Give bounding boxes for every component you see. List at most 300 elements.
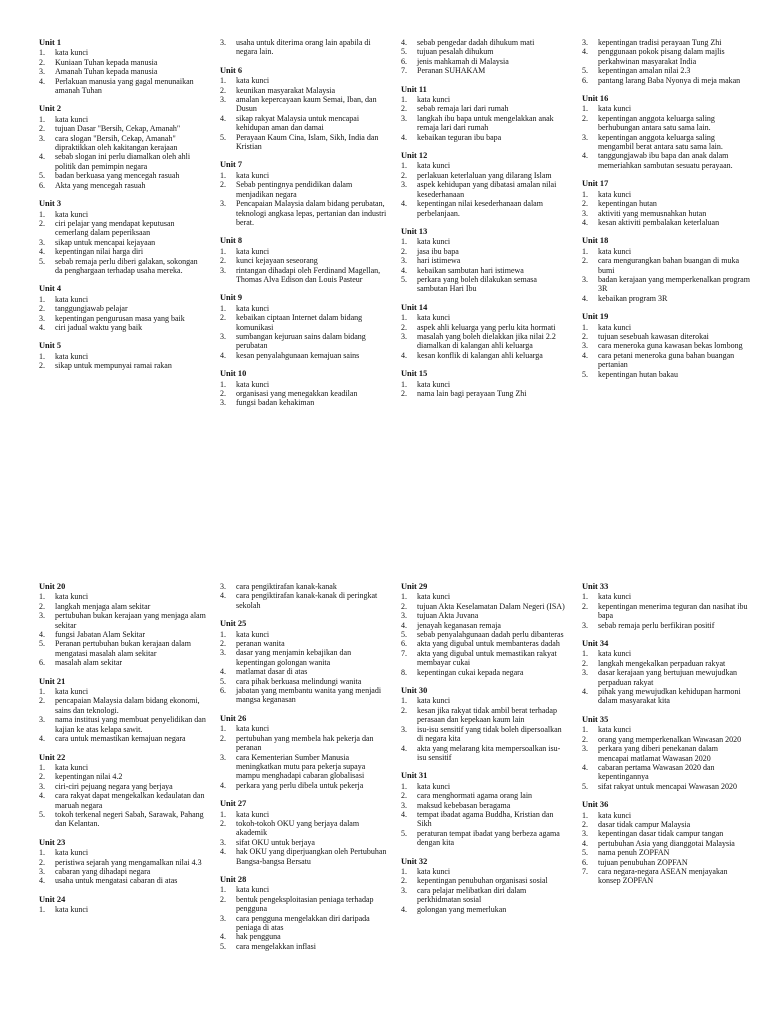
list-item <box>401 810 569 829</box>
list-item <box>401 639 569 648</box>
list-item <box>582 668 750 687</box>
item-number: 2. <box>401 322 407 332</box>
list-item <box>39 630 207 639</box>
item-text: nama lain bagi perayaan Tung Zhi <box>417 389 527 398</box>
item-number: 7. <box>582 866 588 876</box>
list-item <box>401 592 569 601</box>
item-text: akta yang melarang kita mempersoalkan isu-isu sensitif <box>417 743 561 762</box>
unit-title: Unit 16 <box>582 94 609 104</box>
item-number: 1. <box>220 724 226 734</box>
item-number: 5. <box>39 639 45 649</box>
item-number: 3. <box>39 67 45 77</box>
unit-block <box>401 227 569 294</box>
item-number: 2. <box>582 734 588 744</box>
item-number: 5. <box>401 274 407 284</box>
unit-block <box>220 160 388 227</box>
list-item <box>220 724 388 733</box>
item-text: kepentingan menerima teguran dan nasihat ibu bapa <box>598 601 748 621</box>
item-list <box>39 295 207 333</box>
item-text: cara pengiktirafan kanak-kanak <box>236 582 337 591</box>
column-4 <box>582 38 750 388</box>
unit-block <box>401 686 569 762</box>
item-text: akta yang digubal untuk memastikan rakyat membayar cukai <box>417 648 557 668</box>
unit-block <box>582 236 750 303</box>
item-text: sebab penyalahgunaan dadah perlu dibanteras <box>417 630 564 640</box>
list-item <box>220 95 388 114</box>
item-number: 4. <box>401 809 407 819</box>
item-number: 6. <box>39 658 45 668</box>
item-text: kata kunci <box>55 209 89 219</box>
list-item <box>582 735 750 744</box>
column-2 <box>220 38 388 417</box>
item-number: 4. <box>39 152 45 162</box>
list-item <box>220 942 388 951</box>
item-text: sikap untuk mencapai kejayaan <box>55 237 156 247</box>
list-item <box>582 38 750 47</box>
item-list <box>401 313 569 360</box>
item-number: 3. <box>401 800 407 810</box>
list-item <box>401 791 569 800</box>
item-text: kata kunci <box>236 724 270 734</box>
item-number: 1. <box>220 303 226 313</box>
item-number: 3. <box>582 38 588 47</box>
item-text: cara slogan "Bersih, Cekap, Amanah" dipraktikkan oleh kakitangan kerajaan <box>55 133 178 153</box>
item-list <box>39 905 207 914</box>
item-list <box>39 592 207 667</box>
list-item <box>39 611 207 630</box>
unit-title: Unit 23 <box>39 837 66 847</box>
item-text: dasar yang menjamin kebajikan dan kepentingan golongan wanita <box>236 648 352 667</box>
item-number: 1. <box>39 209 45 219</box>
list-item <box>39 361 207 370</box>
item-list <box>401 38 569 76</box>
item-text: cara pelajar melibatkan diri dalam perkhidmatan sosial <box>417 885 527 905</box>
unit-title: Unit 30 <box>401 686 428 696</box>
list-item <box>220 38 388 57</box>
item-number: 4. <box>401 350 407 360</box>
item-text: kepentingan tradisi perayaan Tung Zhi <box>598 38 722 47</box>
item-text: kepentingan anggota keluarga saling mengambil berat antara satu sama lain. <box>598 132 723 152</box>
item-number: 2. <box>39 772 45 782</box>
item-text: tujuan Akta Keselamatan Dalam Negeri (ISA) <box>417 601 565 611</box>
list-item <box>582 867 750 886</box>
item-number: 3. <box>582 620 588 630</box>
item-number: 3. <box>39 611 45 621</box>
item-number: 5. <box>582 781 588 791</box>
unit-block <box>220 619 388 705</box>
item-list <box>401 782 569 848</box>
item-text: ciri pelajar yang mendapat keputusan cemerlang dalam peperiksaan <box>55 218 175 238</box>
list-item <box>582 256 750 275</box>
item-text: kata kunci <box>417 313 451 323</box>
unit-block <box>582 582 750 630</box>
list-item <box>220 332 388 351</box>
item-number: 2. <box>220 180 226 190</box>
item-number: 4. <box>582 687 588 697</box>
list-item <box>582 151 750 170</box>
unit-title: Unit 35 <box>582 714 609 724</box>
item-text: kebaikan program 3R <box>598 293 668 303</box>
unit-title: Unit 8 <box>220 236 243 246</box>
item-number: 4. <box>220 350 226 360</box>
unit-block <box>401 857 569 914</box>
item-number: 3. <box>39 781 45 791</box>
item-number: 4. <box>220 113 226 123</box>
list-item <box>220 389 388 398</box>
list-item <box>39 858 207 867</box>
item-number: 3. <box>582 208 588 218</box>
item-number: 5. <box>220 941 226 951</box>
list-item <box>582 247 750 256</box>
item-number: 4. <box>582 47 588 57</box>
list-item <box>401 782 569 791</box>
item-list <box>39 687 207 743</box>
unit-title: Unit 25 <box>220 619 247 629</box>
item-number: 2. <box>39 304 45 314</box>
item-text: kata kunci <box>55 687 89 697</box>
item-number: 4. <box>39 247 45 257</box>
item-text: kepentingan anggota keluarga saling berhubungan antara satu sama lain. <box>598 113 715 133</box>
item-text: kata kunci <box>236 809 270 819</box>
unit-block <box>582 94 750 170</box>
item-number: 1. <box>582 725 588 735</box>
item-text: nama institusi yang membuat penyelidikan dan kajian ke atas kelapa sawit. <box>55 715 206 734</box>
item-number: 1. <box>220 629 226 639</box>
item-text: perkara yang boleh dilakukan semasa sambutan Hari Ibu <box>417 274 537 294</box>
list-item <box>220 639 388 648</box>
item-number: 1. <box>39 762 45 772</box>
item-text: kata kunci <box>598 725 632 735</box>
item-number: 6. <box>582 857 588 867</box>
item-number: 2. <box>401 791 407 801</box>
item-text: kata kunci <box>236 303 270 313</box>
item-text: cara meneroka guna kawasan bekas lombong <box>598 341 743 351</box>
item-text: pantang larang Baba Nyonya di meja makan <box>598 75 741 85</box>
item-list <box>582 592 750 630</box>
item-number: 4. <box>582 762 588 772</box>
list-item <box>401 47 569 56</box>
item-number: 2. <box>39 57 45 67</box>
item-number: 1. <box>401 161 407 171</box>
item-text: dasar kerajaan yang bertujuan mewujudkan perpaduan rakyat <box>598 668 738 687</box>
item-number: 1. <box>401 866 407 876</box>
item-number: 3. <box>401 180 407 190</box>
item-list <box>220 304 388 360</box>
item-number: 4. <box>220 780 226 790</box>
item-text: cara mengurangkan bahan buangan di muka bumi <box>598 256 740 275</box>
item-list <box>220 724 388 790</box>
item-text: pencapaian Malaysia dalam bidang ekonomi, sains dan teknologi. <box>55 696 200 715</box>
unit-title: Unit 12 <box>401 151 428 161</box>
item-number: 7. <box>401 66 407 76</box>
item-list <box>220 885 388 951</box>
item-text: kata kunci <box>55 351 89 361</box>
item-number: 1. <box>220 170 226 180</box>
item-number: 2. <box>220 894 226 904</box>
item-text: Kuniaan Tuhan kepada manusia <box>55 57 158 67</box>
list-item <box>401 323 569 332</box>
list-item <box>401 744 569 763</box>
list-item <box>401 95 569 104</box>
list-item <box>401 199 569 218</box>
item-text: cabaran pertama Wawasan 2020 dan kepentingannya <box>598 762 715 782</box>
item-number: 6. <box>582 75 588 85</box>
item-number: 4. <box>401 743 407 753</box>
item-number: 2. <box>220 256 226 266</box>
list-item <box>39 602 207 611</box>
item-text: golongan yang memerlukan <box>417 904 507 914</box>
item-list <box>582 247 750 303</box>
unit-title: Unit 32 <box>401 856 428 866</box>
unit-block <box>39 677 207 744</box>
item-text: tujuan sesebuah kawasan diterokai <box>598 331 709 341</box>
unit-block <box>39 104 207 190</box>
item-list <box>220 380 388 408</box>
item-text: matlamat dasar di atas <box>236 667 308 677</box>
item-number: 3. <box>39 866 45 876</box>
item-number: 2. <box>401 705 407 715</box>
item-number: 1. <box>582 246 588 256</box>
item-text: sikap untuk mempunyai ramai rakan <box>55 361 172 371</box>
unit-block <box>39 38 207 95</box>
unit-title: Unit 19 <box>582 312 609 322</box>
item-number: 1. <box>401 95 407 105</box>
item-number: 3. <box>39 313 45 323</box>
item-number: 3. <box>220 913 226 923</box>
item-number: 1. <box>39 351 45 361</box>
list-item <box>39 639 207 658</box>
item-number: 4. <box>39 76 45 86</box>
item-text: kebaikan teguran ibu bapa <box>417 132 502 142</box>
item-number: 1. <box>39 848 45 858</box>
list-item <box>220 753 388 781</box>
item-list <box>582 649 750 705</box>
item-text: sebab remaja lari dari rumah <box>417 104 509 114</box>
item-number: 2. <box>582 113 588 123</box>
list-item <box>582 104 750 113</box>
list-item <box>220 781 388 790</box>
item-number: 1. <box>39 905 45 915</box>
item-text: Sebab pentingnya pendidikan dalam menjadikan negara <box>236 180 353 199</box>
item-text: kata kunci <box>55 48 89 58</box>
unit-title: Unit 14 <box>401 302 428 312</box>
list-item <box>582 782 750 791</box>
item-number: 1. <box>401 237 407 247</box>
item-number: 2. <box>401 170 407 180</box>
list-item <box>220 648 388 667</box>
list-item <box>401 380 569 389</box>
item-text: akta yang digubal untuk membanteras dadah <box>417 639 560 649</box>
list-item <box>401 171 569 180</box>
item-text: kata kunci <box>55 848 89 858</box>
list-item <box>582 687 750 706</box>
list-item <box>220 932 388 941</box>
list-item <box>582 114 750 133</box>
list-item <box>582 332 750 341</box>
item-text: sifat rakyat untuk mencapai Wawasan 2020 <box>598 781 737 791</box>
item-number: 5. <box>220 676 226 686</box>
item-number: 6. <box>401 639 407 649</box>
item-number: 1. <box>582 810 588 820</box>
unit-title: Unit 28 <box>220 874 247 884</box>
item-list <box>401 95 569 142</box>
item-text: kata kunci <box>598 649 632 659</box>
item-text: kepentingan nilai 4.2 <box>55 772 123 782</box>
unit-block <box>220 38 388 57</box>
list-item <box>220 199 388 227</box>
list-item <box>220 133 388 152</box>
item-text: peranan wanita <box>236 639 285 649</box>
list-item <box>582 66 750 75</box>
list-item <box>582 858 750 867</box>
unit-block <box>582 312 750 379</box>
list-item <box>582 763 750 782</box>
item-text: kesan penyalahgunaan kemajuan sains <box>236 350 360 360</box>
item-list <box>582 38 750 85</box>
item-list <box>39 115 207 190</box>
unit-title: Unit 3 <box>39 199 62 209</box>
unit-block <box>220 369 388 408</box>
item-text: cara mengelakkan inflasi <box>236 941 316 951</box>
item-list <box>220 247 388 285</box>
item-text: Perlakuan manusia yang gagal menunaikan amanah Tuhan <box>55 76 194 96</box>
item-text: pertubuhan Asia yang dianggotai Malaysia <box>598 838 735 848</box>
item-text: kepentingan pengurusan masa yang baik <box>55 313 185 323</box>
unit-title: Unit 24 <box>39 894 66 904</box>
item-number: 5. <box>39 809 45 819</box>
item-text: bentuk pengeksploitasian peniaga terhadap pengguna <box>236 894 374 914</box>
item-number: 2. <box>401 389 407 398</box>
item-text: cara pihak berkuasa melindungi wanita <box>236 676 362 686</box>
item-number: 2. <box>401 104 407 114</box>
list-item <box>220 304 388 313</box>
list-item <box>582 275 750 294</box>
list-item <box>39 715 207 734</box>
item-text: kepentingan cukai kepada negara <box>417 667 524 677</box>
unit-block <box>582 800 750 886</box>
unit-title: Unit 18 <box>582 236 609 246</box>
list-item <box>401 696 569 705</box>
item-number: 2. <box>39 696 45 706</box>
list-item <box>39 77 207 96</box>
item-text: usaha untuk diterima orang lain apabila di negara lain. <box>236 38 371 57</box>
item-text: cabaran yang dihadapi negara <box>55 866 151 876</box>
item-text: kata kunci <box>417 781 451 791</box>
item-number: 4. <box>401 199 407 209</box>
list-item <box>39 238 207 247</box>
item-number: 3. <box>401 256 407 266</box>
item-text: cara negara-negara ASEAN menjayakan konsep ZOPFAN <box>598 866 728 886</box>
item-text: kesan konflik di kalangan ahli keluarga <box>417 350 543 360</box>
item-text: Peranan pertubuhan bukan kerajaan dalam mengatasi masalah alam sekitar <box>55 639 191 658</box>
unit-title: Unit 13 <box>401 226 428 236</box>
item-number: 4. <box>582 293 588 303</box>
item-number: 1. <box>220 246 226 256</box>
item-text: kepentingan hutan <box>598 199 657 209</box>
list-item <box>582 47 750 66</box>
item-number: 3. <box>401 885 407 895</box>
list-item <box>582 323 750 332</box>
item-number: 3. <box>220 95 226 105</box>
item-number: 4. <box>39 791 45 801</box>
list-item <box>220 895 388 914</box>
list-item <box>220 247 388 256</box>
list-item <box>582 351 750 370</box>
item-text: isu-isu sensitif yang tidak boleh dipersoalkan di negara kita <box>417 724 562 744</box>
item-list <box>220 582 388 610</box>
list-item <box>582 294 750 303</box>
item-text: jasa ibu bapa <box>417 246 459 256</box>
item-number: 5. <box>39 256 45 266</box>
list-item <box>39 772 207 781</box>
item-number: 2. <box>401 246 407 256</box>
item-text: kata kunci <box>598 322 632 332</box>
item-text: kata kunci <box>55 592 89 602</box>
unit-block <box>582 38 750 85</box>
item-text: kata kunci <box>236 76 270 86</box>
list-item <box>39 905 207 914</box>
list-item <box>401 266 569 275</box>
unit-title: Unit 34 <box>582 639 609 649</box>
item-text: perkara yang diberi penekanan dalam mencapai matlamat Wawasan 2020 <box>598 744 718 763</box>
list-item <box>220 351 388 360</box>
item-number: 8. <box>401 667 407 677</box>
list-item <box>582 811 750 820</box>
item-text: kata kunci <box>417 161 451 171</box>
list-item <box>39 210 207 219</box>
item-number: 3. <box>220 582 226 591</box>
item-list <box>220 171 388 227</box>
list-item <box>582 602 750 621</box>
item-list <box>401 592 569 677</box>
list-item <box>582 744 750 763</box>
item-number: 4. <box>39 630 45 640</box>
item-number: 1. <box>39 592 45 602</box>
list-item <box>401 725 569 744</box>
item-list <box>582 323 750 379</box>
item-text: kata kunci <box>236 246 270 256</box>
item-list <box>582 190 750 228</box>
item-text: Pencapaian Malaysia dalam bidang perubatan, teknologi angkasa lepas, pertanian dan industri berat. <box>236 199 387 227</box>
item-text: masalah alam sekitar <box>55 658 123 668</box>
unit-title: Unit 7 <box>220 160 243 170</box>
unit-block <box>220 66 388 152</box>
list-item <box>39 352 207 361</box>
column-3 <box>401 582 569 923</box>
list-item <box>582 839 750 848</box>
item-text: Akta yang mencegah rasuah <box>55 180 146 190</box>
unit-block <box>401 85 569 142</box>
list-item <box>401 351 569 360</box>
item-number: 4. <box>582 217 588 227</box>
item-text: tokoh terkenal negeri Sabah, Sarawak, Pahang dan Kelantan. <box>55 809 204 829</box>
item-text: sikap rakyat Malaysia untuk mencapai kehidupan aman dan damai <box>236 113 360 133</box>
item-number: 3. <box>220 38 226 47</box>
list-item <box>582 829 750 838</box>
item-text: organisasi yang menegakkan keadilan <box>236 389 358 398</box>
list-item <box>39 219 207 238</box>
item-text: sebab slogan ini perlu diamalkan oleh ahli politik dan pemimpin negara <box>55 152 191 171</box>
item-text: kata kunci <box>417 237 451 247</box>
item-list <box>39 210 207 276</box>
item-number: 4. <box>401 904 407 914</box>
list-item <box>401 886 569 905</box>
item-number: 2. <box>220 818 226 828</box>
list-item <box>401 275 569 294</box>
unit-block <box>220 236 388 284</box>
item-number: 1. <box>401 379 407 389</box>
unit-block <box>39 582 207 668</box>
